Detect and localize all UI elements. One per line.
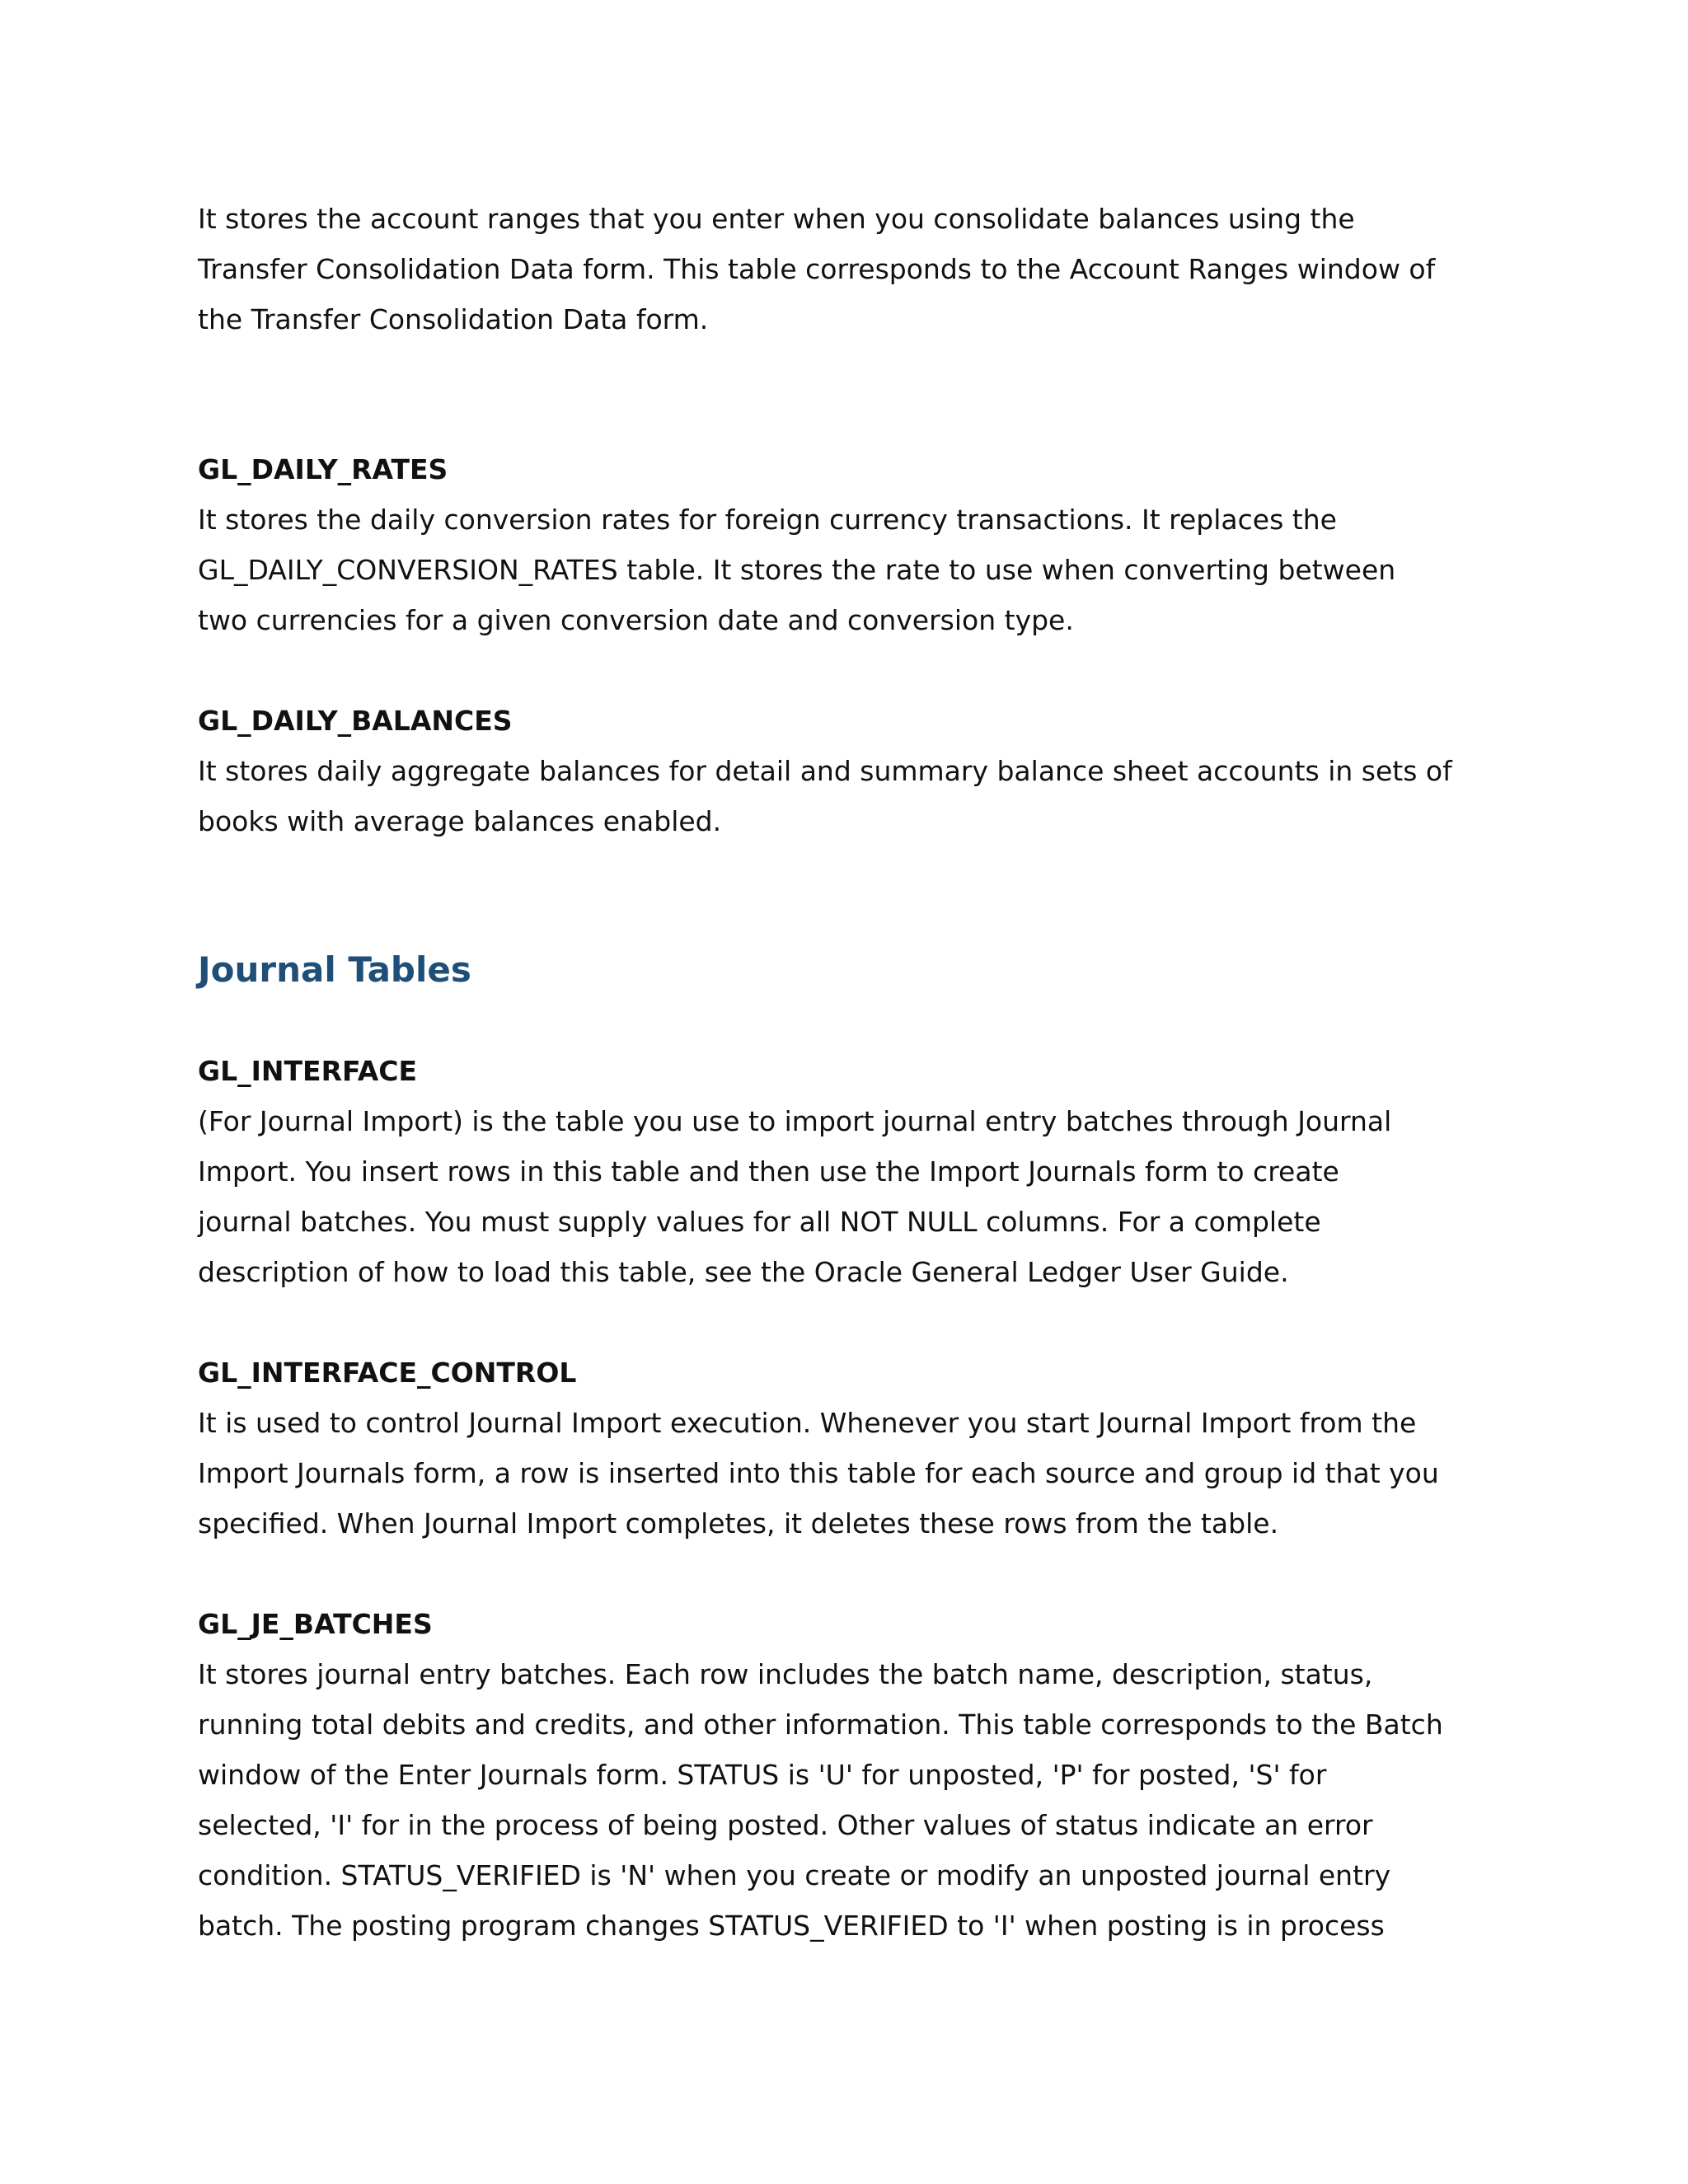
text-line: description of how to load this table, see the Oracle General Ledger User Guide. xyxy=(198,1256,1289,1288)
text-line: two currencies for a given conversion date and conversion type. xyxy=(198,604,1074,636)
table-name-gl-daily-balances: GL_DAILY_BALANCES xyxy=(198,705,513,737)
text-line: Transfer Consolidation Data form. This table corresponds to the Account Ranges window of xyxy=(198,253,1436,285)
text-line: books with average balances enabled. xyxy=(198,805,722,837)
table-description-gl-interface xyxy=(198,1096,1533,1297)
text-line: (For Journal Import) is the table you use to import journal entry batches through Journal xyxy=(198,1105,1392,1137)
section-heading-journal-tables: Journal Tables xyxy=(198,949,471,990)
text-line: batch. The posting program changes STATUS_VERIFIED to 'I' when posting is in process xyxy=(198,1910,1385,1942)
text-line: It stores the account ranges that you enter when you consolidate balances using the xyxy=(198,203,1355,235)
table-name-gl-interface-control: GL_INTERFACE_CONTROL xyxy=(198,1357,577,1389)
text-line: It stores the daily conversion rates for foreign currency transactions. It replaces the xyxy=(198,504,1337,536)
text-line: journal batches. You must supply values for all NOT NULL columns. For a complete xyxy=(198,1206,1321,1238)
table-name-gl-interface: GL_INTERFACE xyxy=(198,1055,418,1087)
text-line: Import. You insert rows in this table and then use the Import Journals form to create xyxy=(198,1155,1339,1188)
table-description-gl-daily-balances xyxy=(198,746,1533,846)
text-line: GL_DAILY_CONVERSION_RATES table. It stores the rate to use when converting between xyxy=(198,554,1396,586)
text-line: It stores daily aggregate balances for detail and summary balance sheet accounts in sets of xyxy=(198,755,1452,787)
table-description-gl-daily-rates xyxy=(198,494,1533,645)
intro-paragraph xyxy=(198,194,1533,344)
text-line: Import Journals form, a row is inserted into this table for each source and group id that you xyxy=(198,1457,1439,1489)
text-line: window of the Enter Journals form. STATUS is 'U' for unposted, 'P' for posted, 'S' for xyxy=(198,1759,1327,1791)
table-description-gl-interface-control xyxy=(198,1398,1533,1549)
table-name-gl-je-batches: GL_JE_BATCHES xyxy=(198,1608,433,1640)
text-line: condition. STATUS_VERIFIED is 'N' when you create or modify an unposted journal entry xyxy=(198,1859,1391,1891)
text-line: selected, 'I' for in the process of being posted. Other values of status indicate an error xyxy=(198,1809,1373,1841)
document-page xyxy=(198,194,1533,1951)
text-line: running total debits and credits, and other information. This table corresponds to the Batch xyxy=(198,1708,1443,1741)
text-line: It stores journal entry batches. Each row includes the batch name, description, status, xyxy=(198,1658,1373,1690)
text-line: specified. When Journal Import completes, it deletes these rows from the table. xyxy=(198,1507,1279,1540)
text-line: the Transfer Consolidation Data form. xyxy=(198,303,709,335)
table-name-gl-daily-rates: GL_DAILY_RATES xyxy=(198,453,448,485)
table-description-gl-je-batches xyxy=(198,1649,1533,1951)
text-line: It is used to control Journal Import execution. Whenever you start Journal Import from the xyxy=(198,1407,1417,1439)
